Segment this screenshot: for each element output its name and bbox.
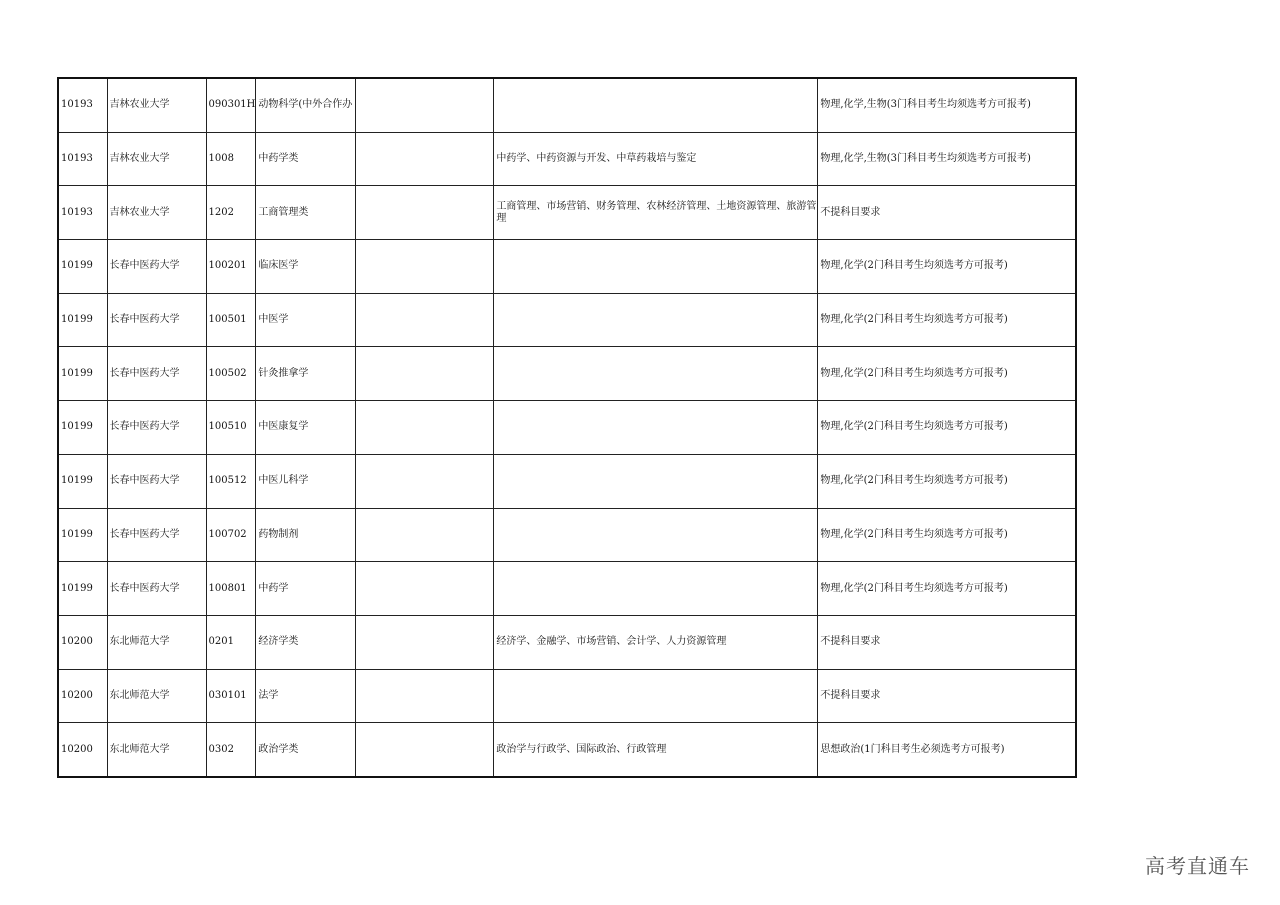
included-majors-cell xyxy=(494,240,818,294)
included-majors-cell xyxy=(494,562,818,616)
school-name-cell: 东北师范大学 xyxy=(107,669,206,723)
subject-requirement-cell: 物理,化学(2门科目考生均须选考方可报考) xyxy=(818,401,1076,455)
school-code-cell: 10200 xyxy=(58,615,107,669)
school-name-cell: 东北师范大学 xyxy=(107,723,206,777)
school-name-cell: 吉林农业大学 xyxy=(107,186,206,240)
note-cell xyxy=(356,615,494,669)
subject-requirement-cell: 物理,化学(2门科目考生均须选考方可报考) xyxy=(818,562,1076,616)
included-majors-cell xyxy=(494,401,818,455)
major-name-cell: 经济学类 xyxy=(256,615,356,669)
major-name-cell: 中药学 xyxy=(256,562,356,616)
subject-requirement-cell: 不提科目要求 xyxy=(818,669,1076,723)
major-name-cell: 工商管理类 xyxy=(256,186,356,240)
subject-requirement-cell: 物理,化学(2门科目考生均须选考方可报考) xyxy=(818,347,1076,401)
note-cell xyxy=(356,186,494,240)
note-cell xyxy=(356,132,494,186)
major-code-cell: 090301H xyxy=(206,78,256,132)
major-code-cell: 100801 xyxy=(206,562,256,616)
included-majors-cell xyxy=(494,293,818,347)
major-name-cell: 中医学 xyxy=(256,293,356,347)
subject-requirement-cell: 不提科目要求 xyxy=(818,615,1076,669)
included-majors-cell: 中药学、中药资源与开发、中草药栽培与鉴定 xyxy=(494,132,818,186)
major-code-cell: 030101 xyxy=(206,669,256,723)
major-name-cell: 中医康复学 xyxy=(256,401,356,455)
major-code-cell: 1008 xyxy=(206,132,256,186)
subject-requirement-cell: 物理,化学(2门科目考生均须选考方可报考) xyxy=(818,293,1076,347)
note-cell xyxy=(356,293,494,347)
included-majors-cell xyxy=(494,78,818,132)
table-row xyxy=(58,508,1076,562)
major-name-cell: 针灸推拿学 xyxy=(256,347,356,401)
school-name-cell: 吉林农业大学 xyxy=(107,132,206,186)
school-name-cell: 长春中医药大学 xyxy=(107,401,206,455)
table-row xyxy=(58,454,1076,508)
table-row xyxy=(58,186,1076,240)
table-row xyxy=(58,562,1076,616)
table-row xyxy=(58,240,1076,294)
subject-requirement-cell: 物理,化学,生物(3门科目考生均须选考方可报考) xyxy=(818,132,1076,186)
note-cell xyxy=(356,240,494,294)
note-cell xyxy=(356,454,494,508)
major-name-cell: 临床医学 xyxy=(256,240,356,294)
table-row xyxy=(58,293,1076,347)
included-majors-cell xyxy=(494,508,818,562)
school-name-cell: 长春中医药大学 xyxy=(107,562,206,616)
school-name-cell: 东北师范大学 xyxy=(107,615,206,669)
school-code-cell: 10200 xyxy=(58,669,107,723)
school-code-cell: 10199 xyxy=(58,401,107,455)
note-cell xyxy=(356,669,494,723)
school-name-cell: 长春中医药大学 xyxy=(107,508,206,562)
subject-requirement-cell: 物理,化学(2门科目考生均须选考方可报考) xyxy=(818,508,1076,562)
note-cell xyxy=(356,401,494,455)
included-majors-cell xyxy=(494,454,818,508)
school-name-cell: 长春中医药大学 xyxy=(107,347,206,401)
subject-requirement-cell: 思想政治(1门科目考生必须选考方可报考) xyxy=(818,723,1076,777)
table-row xyxy=(58,723,1076,777)
major-name-cell: 法学 xyxy=(256,669,356,723)
school-name-cell: 吉林农业大学 xyxy=(107,78,206,132)
school-code-cell: 10199 xyxy=(58,454,107,508)
major-code-cell: 100510 xyxy=(206,401,256,455)
school-code-cell: 10193 xyxy=(58,78,107,132)
major-code-cell: 100501 xyxy=(206,293,256,347)
major-code-cell: 1202 xyxy=(206,186,256,240)
table-row xyxy=(58,78,1076,132)
subject-requirement-cell: 物理,化学(2门科目考生均须选考方可报考) xyxy=(818,454,1076,508)
note-cell xyxy=(356,78,494,132)
school-name-cell: 长春中医药大学 xyxy=(107,240,206,294)
watermark: 高考直通车 xyxy=(1145,854,1250,878)
note-cell xyxy=(356,347,494,401)
school-name-cell: 长春中医药大学 xyxy=(107,454,206,508)
school-code-cell: 10199 xyxy=(58,293,107,347)
note-cell xyxy=(356,508,494,562)
note-cell xyxy=(356,723,494,777)
subject-requirement-table xyxy=(57,77,1077,778)
subject-requirement-cell: 物理,化学,生物(3门科目考生均须选考方可报考) xyxy=(818,78,1076,132)
school-code-cell: 10199 xyxy=(58,347,107,401)
table-row xyxy=(58,132,1076,186)
major-code-cell: 0302 xyxy=(206,723,256,777)
major-name-cell: 药物制剂 xyxy=(256,508,356,562)
major-code-cell: 100512 xyxy=(206,454,256,508)
included-majors-cell: 经济学、金融学、市场营销、会计学、人力资源管理 xyxy=(494,615,818,669)
school-code-cell: 10199 xyxy=(58,508,107,562)
major-code-cell: 0201 xyxy=(206,615,256,669)
table-body xyxy=(58,78,1076,777)
subject-requirement-cell: 物理,化学(2门科目考生均须选考方可报考) xyxy=(818,240,1076,294)
school-name-cell: 长春中医药大学 xyxy=(107,293,206,347)
included-majors-cell: 工商管理、市场营销、财务管理、农林经济管理、土地资源管理、旅游管理 xyxy=(494,186,818,240)
table-row xyxy=(58,347,1076,401)
included-majors-cell xyxy=(494,669,818,723)
school-code-cell: 10199 xyxy=(58,562,107,616)
major-code-cell: 100502 xyxy=(206,347,256,401)
major-name-cell: 中药学类 xyxy=(256,132,356,186)
table-row xyxy=(58,401,1076,455)
major-name-cell: 政治学类 xyxy=(256,723,356,777)
major-code-cell: 100201 xyxy=(206,240,256,294)
included-majors-cell: 政治学与行政学、国际政治、行政管理 xyxy=(494,723,818,777)
school-code-cell: 10193 xyxy=(58,132,107,186)
table-row xyxy=(58,615,1076,669)
school-code-cell: 10199 xyxy=(58,240,107,294)
major-name-cell: 中医儿科学 xyxy=(256,454,356,508)
table-row xyxy=(58,669,1076,723)
major-code-cell: 100702 xyxy=(206,508,256,562)
school-code-cell: 10193 xyxy=(58,186,107,240)
school-code-cell: 10200 xyxy=(58,723,107,777)
included-majors-cell xyxy=(494,347,818,401)
note-cell xyxy=(356,562,494,616)
major-name-cell: 动物科学(中外合作办 xyxy=(256,78,356,132)
subject-requirement-cell: 不提科目要求 xyxy=(818,186,1076,240)
